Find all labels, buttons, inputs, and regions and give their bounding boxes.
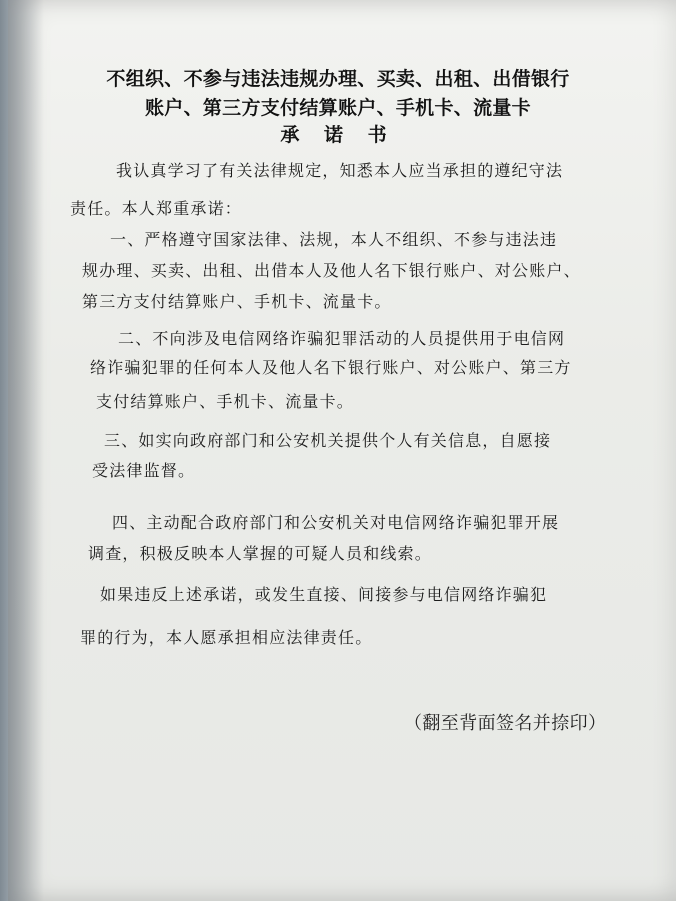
- document-title-line-1: 不组织、不参与违法违规办理、买卖、出租、出借银行: [106, 68, 570, 90]
- paragraph-1-line-2: 责任。本人郑重承诺：: [70, 199, 243, 218]
- paragraph-3-line-1: 二、不向涉及电信网络诈骗犯罪活动的人员提供用于电信网: [118, 329, 566, 348]
- signature-instruction: （翻至背面签名并捺印）: [404, 713, 607, 734]
- paragraph-3-line-2: 络诈骗犯罪的任何本人及他人名下银行账户、对公账户、第三方: [90, 358, 572, 377]
- paragraph-1-line-1: 我认真学习了有关法律规定，知悉本人应当承担的遵纪守法: [116, 161, 564, 180]
- paragraph-5-line-2: 调查，积极反映本人掌握的可疑人员和线索。: [88, 544, 433, 563]
- paragraph-3-line-3: 支付结算账户、手机卡、流量卡。: [96, 392, 355, 411]
- paragraph-2-line-1: 一、严格遵守国家法律、法规，本人不组织、不参与违法违: [110, 230, 558, 249]
- paragraph-4-line-1: 三、如实向政府部门和公安机关提供个人有关信息，自愿接: [104, 431, 552, 450]
- paragraph-6-line-2: 罪的行为，本人愿承担相应法律责任。: [80, 628, 373, 647]
- document-title-line-2: 账户、第三方支付结算账户、手机卡、流量卡: [144, 97, 531, 119]
- paragraph-6-line-1: 如果违反上述承诺，或发生直接、间接参与电信网络诈骗犯: [100, 585, 548, 604]
- paragraph-5-line-1: 四、主动配合政府部门和公安机关对电信网络诈骗犯罪开展: [112, 513, 560, 532]
- paragraph-4-line-2: 受法律监督。: [92, 461, 196, 480]
- paragraph-2-line-3: 第三方支付结算账户、手机卡、流量卡。: [82, 292, 392, 311]
- document-title-line-3: 承 诺 书: [280, 124, 396, 146]
- paragraph-2-line-2: 规办理、买卖、出租、出借本人及他人名下银行账户、对公账户、: [82, 261, 581, 280]
